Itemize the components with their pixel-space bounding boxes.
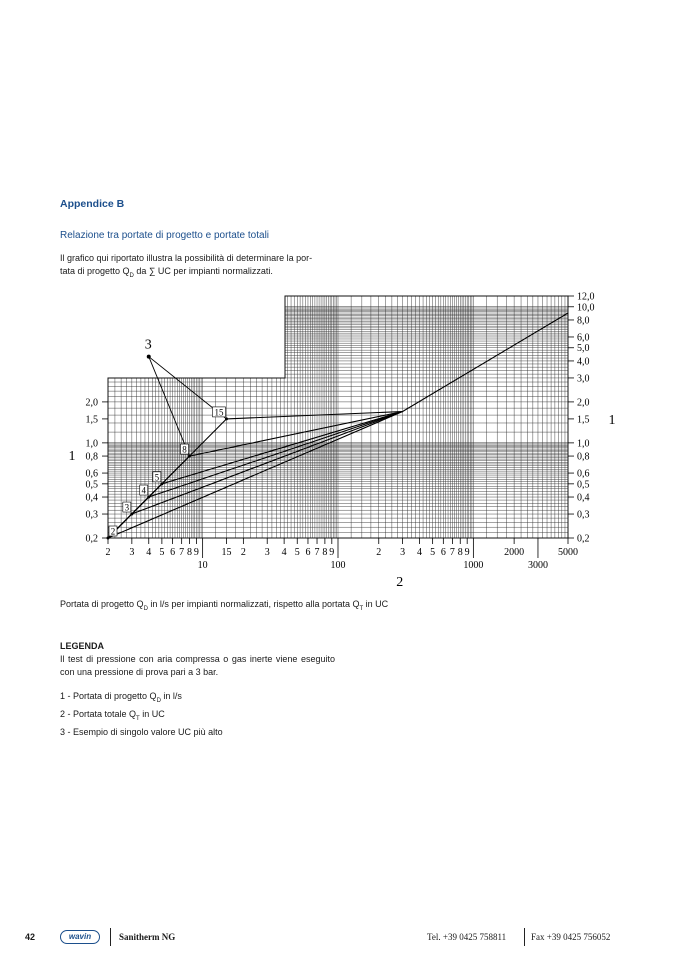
chart-grid [102, 296, 574, 558]
caption-sub-2: T [359, 605, 364, 612]
x-tick-label-upper: 4 [146, 547, 152, 558]
x-tick-label-upper: 3 [264, 547, 270, 558]
legend-item [60, 726, 223, 744]
legend-body: Il test di pressione con aria compressa o gas inerte viene eseguito con una pressione di prova pari a 3 bar. [60, 654, 335, 677]
caption-sub-1: D [143, 605, 148, 612]
section-title: Relazione tra portate di progetto e portate totali [60, 230, 270, 241]
y-tick-label-left: 0,2 [85, 533, 98, 545]
y-tick-label-right: 0,5 [577, 479, 590, 491]
page-number: 42 [25, 932, 36, 942]
y-axis-label-right: 1 [608, 412, 616, 428]
y-tick-label-right: 10,0 [577, 302, 595, 314]
point-label: 15 [214, 407, 224, 418]
point-label: 4 [141, 485, 147, 496]
x-tick-label-upper: 15 [221, 547, 232, 558]
footer-divider [524, 928, 525, 946]
y-tick-label-right: 5,0 [577, 343, 590, 355]
y-tick-label-right: 2,0 [577, 397, 590, 409]
footer-divider [110, 928, 111, 946]
x-tick-label-upper: 2 [240, 547, 246, 558]
x-tick-label-upper: 5 [294, 547, 300, 558]
point-label: 3 [124, 502, 130, 513]
y-tick-label-right: 1,0 [577, 438, 590, 450]
legend-item [60, 708, 223, 726]
x-tick-label-upper: 4 [417, 547, 423, 558]
x-tick-label-upper: 9 [464, 547, 470, 558]
series-point [130, 513, 133, 516]
x-tick-label-upper: 6 [440, 547, 446, 558]
y-tick-label-right: 0,4 [577, 492, 590, 504]
example-point [147, 355, 151, 359]
y-axis-label-left: 1 [68, 448, 76, 464]
x-tick-label-upper: 9 [193, 547, 199, 558]
y-tick-label-right: 0,8 [577, 451, 590, 463]
y-tick-label-right: 12,0 [577, 291, 595, 303]
legend-item-sub: D [156, 697, 161, 704]
x-tick-label-upper: 7 [314, 547, 320, 558]
x-tick-label-upper: 6 [170, 547, 176, 558]
x-tick-label-lower: 1000 [463, 560, 484, 571]
page-footer [0, 928, 678, 948]
series-point [160, 482, 163, 485]
caption-part-2: in l/s per impianti normalizzati, rispetto alla portata Q [147, 599, 360, 609]
intro-line-1: Il grafico qui riportato illustra la possibilità di determinare la por- [60, 253, 313, 263]
legend-item-end: in UC [139, 708, 165, 719]
x-tick-label-upper: 4 [281, 547, 287, 558]
x-tick-label-lower: 3000 [527, 560, 548, 571]
x-tick-label-upper: 8 [457, 547, 463, 558]
point-label: 2 [110, 526, 116, 537]
series-point [107, 537, 110, 540]
x-axis-label: 2 [396, 575, 404, 588]
series-point [188, 455, 191, 458]
legend-item-text: 3 - Esempio di singolo valore UC più alto [60, 726, 223, 737]
x-tick-label-upper: 5000 [558, 547, 578, 558]
x-tick-label-upper: 8 [187, 547, 193, 558]
series-point [225, 417, 228, 420]
y-tick-label-left: 2,0 [85, 397, 98, 409]
x-tick-label-upper: 7 [449, 547, 455, 558]
x-tick-label-upper: 2000 [504, 547, 525, 558]
flow-rate-chart [60, 288, 620, 588]
point-label: 5 [154, 472, 160, 483]
x-tick-label-upper: 5 [430, 547, 436, 558]
y-tick-label-left: 0,3 [85, 509, 98, 521]
product-name: Sanitherm NG [119, 932, 176, 942]
series-point [147, 496, 150, 499]
legend-item-sub: T [136, 715, 140, 722]
y-tick-label-right: 6,0 [577, 332, 590, 344]
legend-item [60, 690, 223, 708]
point-label: 8 [182, 444, 187, 455]
y-tick-label-left: 0,6 [85, 468, 98, 480]
x-tick-label-lower: 10 [197, 560, 208, 571]
y-tick-label-right: 0,6 [577, 468, 590, 480]
y-tick-label-right: 1,5 [577, 414, 590, 426]
wavin-logo: wavin [60, 930, 100, 944]
x-tick-label-upper: 3 [400, 547, 406, 558]
example-line [149, 357, 190, 456]
y-tick-label-left: 0,5 [85, 479, 98, 491]
caption-part-1: Portata di progetto Q [60, 599, 144, 609]
x-tick-label-upper: 8 [322, 547, 328, 558]
phone-number: Tel. +39 0425 758811 [427, 932, 507, 942]
x-tick-label-upper: 5 [159, 547, 165, 558]
fax-number: Fax +39 0425 756052 [531, 932, 611, 942]
legend-title: LEGENDA [60, 641, 105, 651]
y-tick-label-left: 1,5 [85, 414, 98, 426]
intro-line-2-end: da ∑ UC per impianti normalizzati. [133, 266, 273, 276]
example-label: 3 [144, 337, 152, 353]
chart-caption [60, 598, 580, 616]
appendix-title: Appendice B [60, 198, 125, 210]
y-tick-label-right: 8,0 [577, 315, 590, 327]
y-tick-label-right: 0,3 [577, 509, 590, 521]
y-tick-label-left: 0,8 [85, 451, 98, 463]
intro-subscript: D [129, 272, 134, 279]
y-tick-label-left: 0,4 [85, 492, 98, 504]
y-tick-label-right: 0,2 [577, 533, 590, 545]
x-tick-label-lower: 100 [330, 560, 346, 571]
x-tick-label-upper: 6 [305, 547, 311, 558]
legend-item-text: 1 - Portata di progetto Q [60, 691, 157, 701]
legend-list [60, 690, 223, 743]
caption-part-3: in UC [363, 599, 389, 609]
y-tick-label-right: 4,0 [577, 356, 590, 368]
x-tick-label-upper: 2 [105, 547, 111, 558]
x-tick-label-upper: 3 [129, 547, 135, 558]
x-tick-label-upper: 9 [329, 547, 335, 558]
chart-series [107, 313, 569, 540]
y-tick-label-left: 1,0 [85, 438, 98, 450]
intro-line-2: tata di progetto Q [60, 266, 130, 276]
x-tick-label-upper: 7 [179, 547, 185, 558]
y-tick-label-right: 3,0 [577, 373, 590, 385]
legend-item-end: in l/s [160, 691, 182, 701]
intro-paragraph [60, 252, 350, 283]
legend-item-text: 2 - Portata totale Q [60, 708, 137, 719]
chart-labels [69, 292, 616, 589]
x-tick-label-upper: 2 [376, 547, 382, 558]
